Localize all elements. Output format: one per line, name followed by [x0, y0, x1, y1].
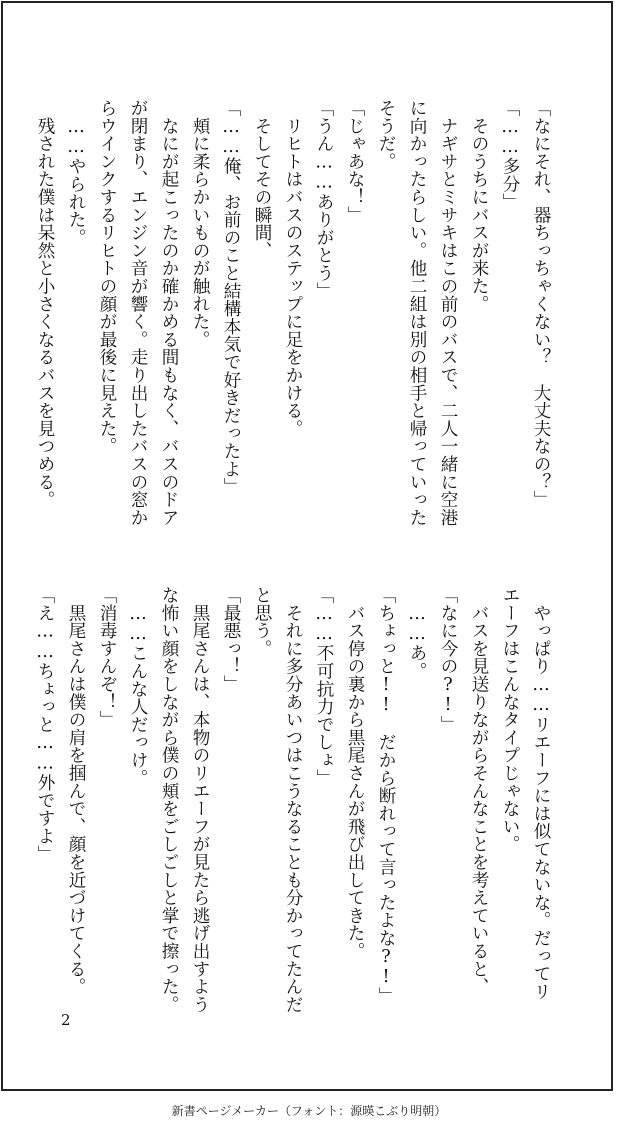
text-line: なにが起こったのか確かめる間もなく、バスのドア: [159, 99, 179, 527]
text-line: 「最悪っ！」: [221, 586, 241, 693]
text-line: らウインクするリヒトの顔が最後に見えた。: [97, 99, 117, 455]
text-line: 残された僕は呆然と小さくなるバスを見つめる。: [35, 99, 55, 509]
text-line: バスを見送りながらそんなことを考えていると、: [469, 586, 489, 996]
text-line: 「なに今の?!」: [438, 586, 458, 734]
text-line: そうだ。: [376, 99, 396, 171]
text-line: ……やられた。: [66, 99, 86, 247]
footer-credit: 新書ページメーカー（フォント：源暎こぶり明朝）: [171, 1104, 447, 1118]
text-line: エーフはこんなタイプじゃない。: [500, 586, 520, 853]
text-line: 「じゃあな！」: [345, 99, 365, 224]
text-line: 「……多分」: [500, 99, 520, 211]
text-line: 黒尾さんは、本物のリエーフが見たら逃げ出すよう: [190, 586, 210, 1014]
bottom-text-column: [29, 586, 556, 1026]
text-line: ……こんな人だっけ。: [128, 586, 148, 787]
text-line: 「ちょっと!! だから断れって言ったよな?!」: [376, 586, 396, 1005]
page-frame: [1, 1, 613, 1091]
text-line: に向かったらしい。他二組は別の相手と帰っていった: [407, 99, 427, 527]
text-line: と思う。: [252, 586, 272, 658]
text-line: 「なにそれ、器ちっちゃくない？ 大丈夫なの？」: [531, 99, 551, 509]
text-line: ナギサとミサキはこの前のバスで、二人一緒に空港: [438, 99, 458, 527]
text-line: 「……俺、お前のこと結構本気で好きだったよ」: [221, 99, 241, 496]
text-line: そしてその瞬間、: [252, 99, 272, 260]
text-line: 「……不可抗力でしょ」: [314, 586, 334, 787]
text-line: 黒尾さんは僕の肩を掴んで、顔を近づけてくる。: [66, 586, 86, 996]
text-line: 「うん……ありがとう」: [314, 99, 334, 300]
text-line: やっぱり……リエーフには似てないな。だってリ: [531, 586, 551, 1001]
text-line: な怖い顔をしながら僕の頬をごしごしと掌で擦った。: [159, 586, 179, 1014]
text-line: それに多分あいつはこうなることも分かってたんだ: [283, 586, 303, 1014]
text-line: 「え……ちょっと……外ですよ」: [35, 586, 55, 863]
text-line: 頬に柔らかいものが触れた。: [190, 99, 210, 349]
text-line: 「消毒すんぞ！」: [97, 586, 117, 729]
text-line: そのうちにバスが来た。: [469, 99, 489, 313]
page-number: 2: [61, 1011, 71, 1029]
text-line: ……あ。: [407, 586, 427, 680]
text-line: リヒトはバスのステップに足をかける。: [283, 99, 303, 438]
text-line: が閉まり、エンジン音が響く。走り出したバスの窓か: [128, 99, 148, 527]
text-line: バス停の裏から黒尾さんが飛び出してきた。: [345, 586, 365, 960]
top-text-column: [29, 99, 556, 539]
